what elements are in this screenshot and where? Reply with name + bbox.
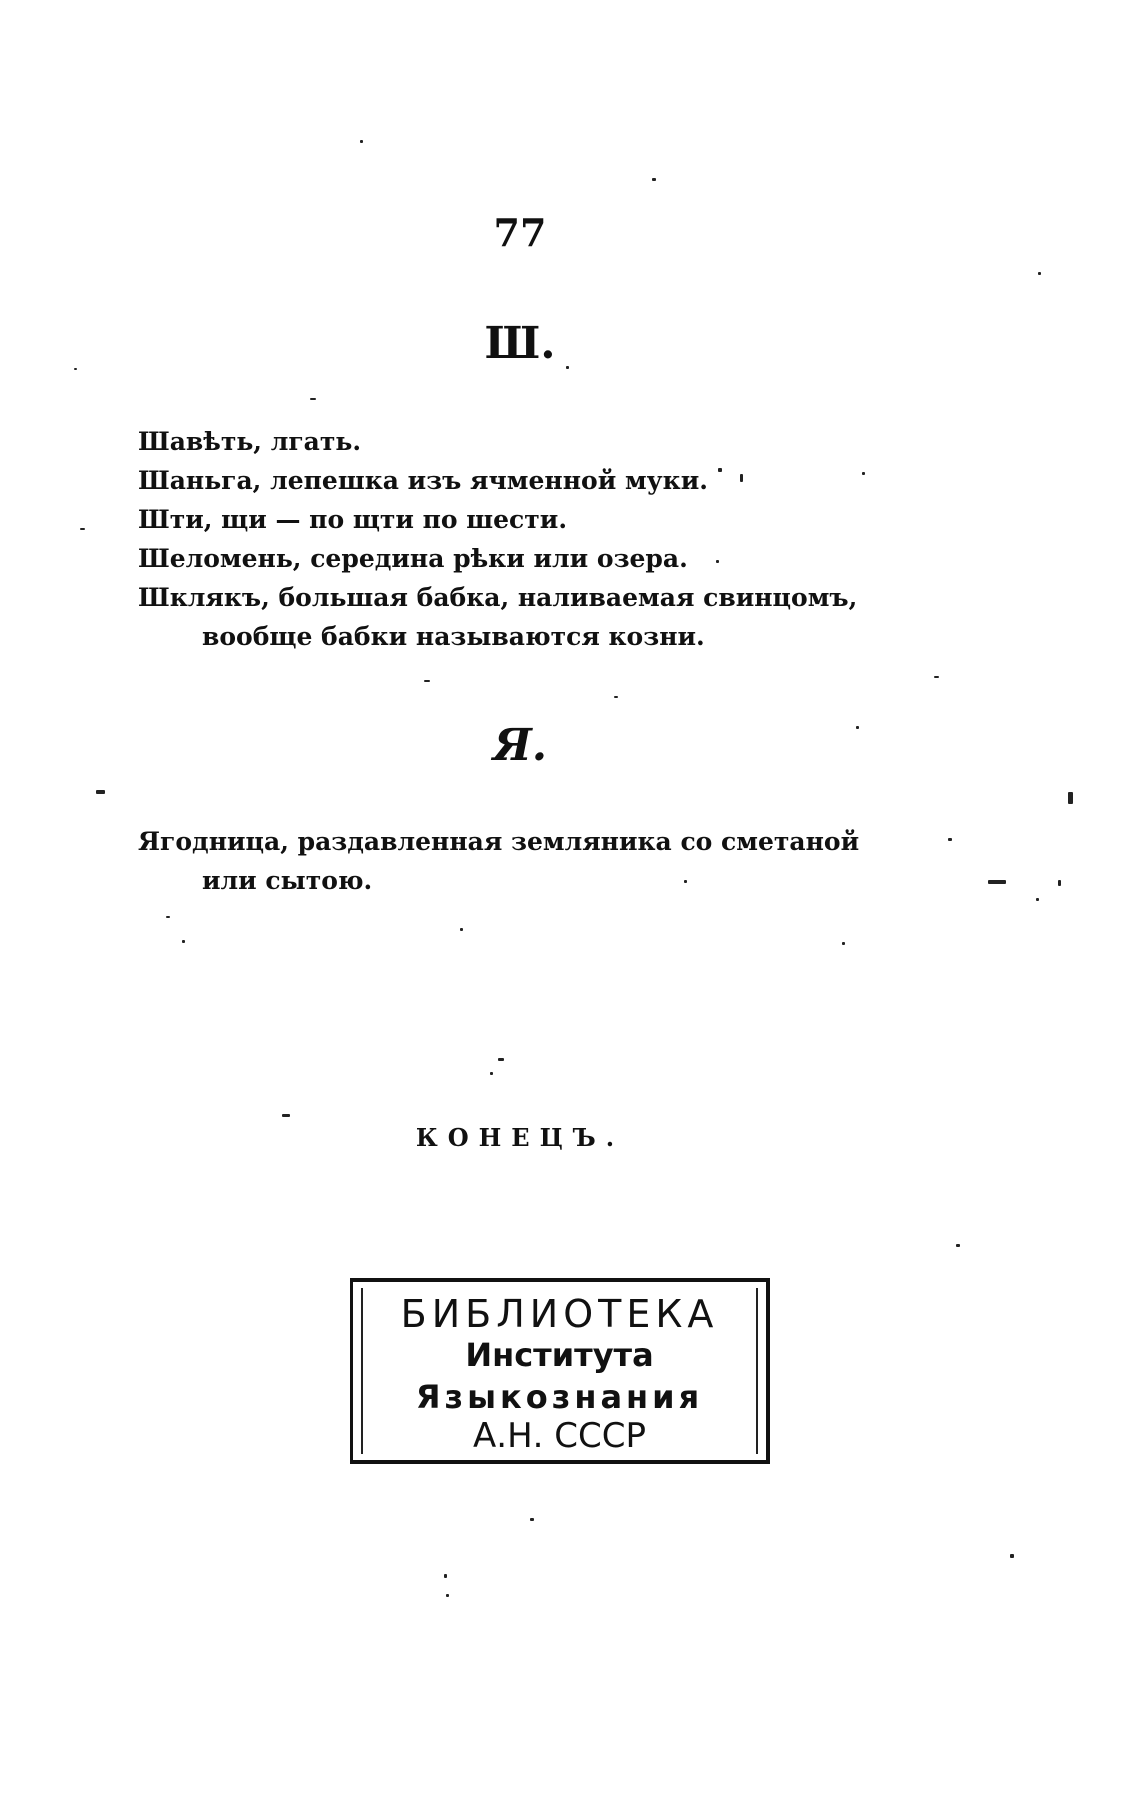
entry-continuation: вообще бабки называются козни.	[202, 622, 705, 651]
scan-speck	[856, 726, 859, 729]
scan-speck	[446, 1594, 449, 1597]
scan-speck	[444, 1574, 447, 1578]
scan-speck	[614, 696, 618, 698]
scan-speck	[498, 1058, 504, 1061]
entry-text: Шеломень, середина рѣки или озера.	[138, 544, 688, 573]
scan-speck	[166, 916, 170, 918]
scan-speck	[740, 474, 743, 482]
scan-speck	[718, 468, 722, 472]
stamp-line: Языкознания	[415, 1378, 704, 1416]
glossary-entry	[138, 422, 908, 461]
entry-text: Шавѣть, лгать.	[138, 427, 362, 456]
scan-speck	[842, 942, 845, 945]
end-marker: КОНЕЦЪ.	[415, 1123, 625, 1152]
scan-speck	[684, 880, 687, 883]
scan-speck	[424, 680, 430, 682]
scan-speck	[80, 528, 85, 530]
scan-speck	[74, 368, 77, 370]
entry-text: Шклякъ, большая бабка, наливаемая свинцомъ,	[138, 583, 858, 612]
entry-continuation: или сытою.	[202, 866, 373, 895]
page-number: 77	[493, 210, 547, 255]
stamp-line: А.Н. СССР	[473, 1416, 646, 1456]
stamp-line: Института	[465, 1336, 654, 1374]
section-heading-sha: Ш.	[484, 318, 556, 369]
scan-speck	[652, 178, 656, 181]
scan-speck	[530, 1518, 534, 1521]
scan-speck	[1068, 792, 1073, 804]
scan-speck	[956, 1244, 960, 1247]
scan-speck	[460, 928, 463, 931]
scan-speck	[182, 940, 185, 943]
scan-speck	[716, 560, 719, 563]
entry-text: Шти, щи — по щти по шести.	[138, 505, 568, 534]
entry-text: Ягодница, раздавленная земляника со сметаной	[138, 827, 860, 856]
glossary-section-ya	[138, 822, 908, 900]
stamp-line: БИБЛИОТЕКА	[400, 1292, 719, 1336]
scan-speck	[566, 366, 569, 369]
library-stamp	[350, 1278, 770, 1464]
scan-speck	[360, 140, 363, 143]
glossary-entry	[138, 539, 908, 578]
scan-speck	[988, 880, 1006, 884]
scan-speck	[1036, 898, 1039, 901]
scan-speck	[282, 1114, 290, 1117]
glossary-section-sha	[138, 422, 908, 656]
section-heading-ya: Я.	[492, 720, 548, 771]
glossary-entry	[138, 578, 908, 656]
scan-speck	[862, 472, 865, 475]
entry-text: Шаньга, лепешка изъ ячменной муки.	[138, 466, 708, 495]
glossary-entry	[138, 461, 908, 500]
scan-speck	[490, 1072, 493, 1075]
scan-speck	[948, 838, 952, 841]
scan-speck	[310, 398, 316, 400]
scan-speck	[1058, 880, 1061, 886]
scan-speck	[1010, 1554, 1014, 1558]
scan-speck	[934, 676, 939, 678]
glossary-entry	[138, 822, 908, 900]
scan-speck	[96, 790, 105, 794]
scan-speck	[1038, 272, 1041, 275]
glossary-entry	[138, 500, 908, 539]
